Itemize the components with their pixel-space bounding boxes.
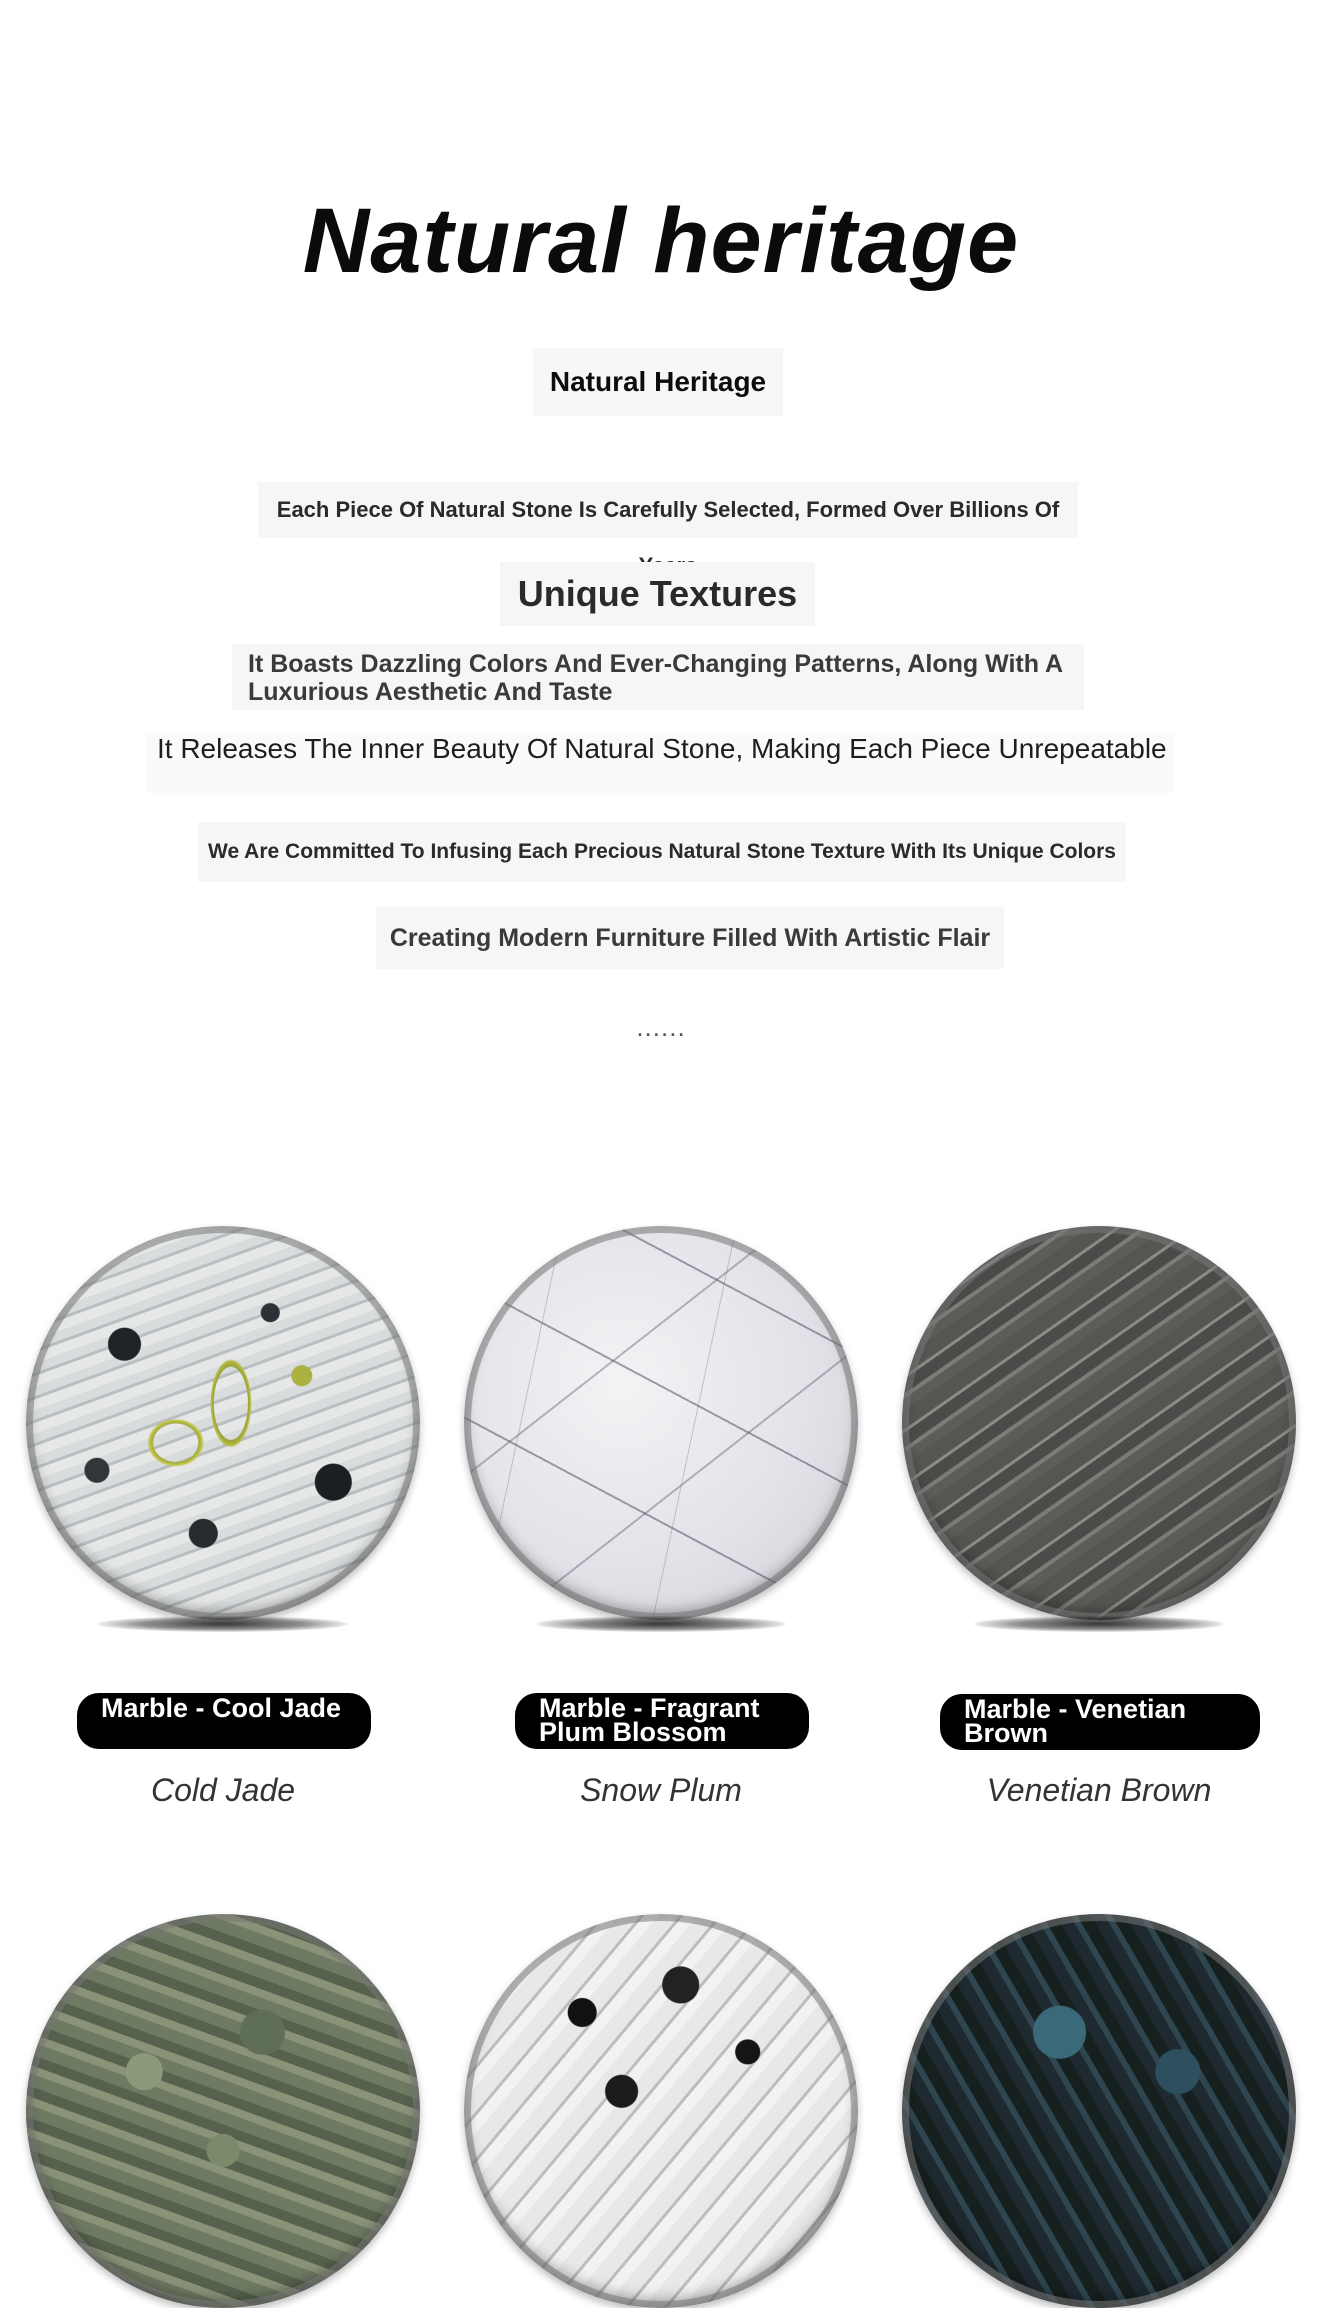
page-subtitle: Natural Heritage	[533, 348, 783, 416]
snow-plum-marble-image[interactable]	[464, 1226, 858, 1620]
hero-title: Natural heritage	[302, 190, 1020, 292]
intro-line-selected: Each Piece Of Natural Stone Is Carefully Selected, Formed Over Billions Of	[258, 482, 1078, 538]
intro-line-furniture: Creating Modern Furniture Filled With Artistic Flair	[376, 907, 1004, 969]
disk-shadow	[98, 1616, 348, 1632]
intro-line-colors: It Boasts Dazzling Colors And Ever-Changing Patterns, Along With A Luxurious Aesthetic And Taste	[232, 644, 1084, 710]
product-label-pill[interactable]: Marble - Fragrant Plum Blossom	[515, 1693, 809, 1749]
intro-line-beauty: It Releases The Inner Beauty Of Natural Stone, Making Each Piece Unrepeatable	[145, 733, 1175, 793]
labradorite-stone-image[interactable]	[902, 1914, 1296, 2308]
ellipsis-divider: ......	[636, 1012, 686, 1042]
product-card-cool-jade[interactable]	[26, 1226, 420, 1826]
product-caption: Cold Jade	[150, 1772, 296, 1808]
product-label-pill[interactable]: Marble - Venetian Brown	[940, 1694, 1260, 1750]
disk-shadow	[974, 1616, 1224, 1632]
product-label-pill[interactable]: Marble - Cool Jade	[77, 1693, 371, 1749]
disk-shadow	[536, 1616, 786, 1632]
section-heading: Unique Textures	[500, 562, 815, 626]
product-card-snow-plum[interactable]	[464, 1226, 858, 1826]
product-caption: Venetian Brown	[986, 1772, 1212, 1808]
venetian-brown-marble-image[interactable]	[902, 1226, 1296, 1620]
intro-line-commitment: We Are Committed To Infusing Each Precious Natural Stone Texture With Its Unique Colors	[198, 822, 1126, 882]
green-stone-image[interactable]	[26, 1914, 420, 2308]
product-card-venetian-brown[interactable]	[902, 1226, 1296, 1826]
black-white-stone-image[interactable]	[464, 1914, 858, 2308]
cool-jade-marble-image[interactable]	[26, 1226, 420, 1620]
product-caption: Snow Plum	[580, 1772, 742, 1808]
